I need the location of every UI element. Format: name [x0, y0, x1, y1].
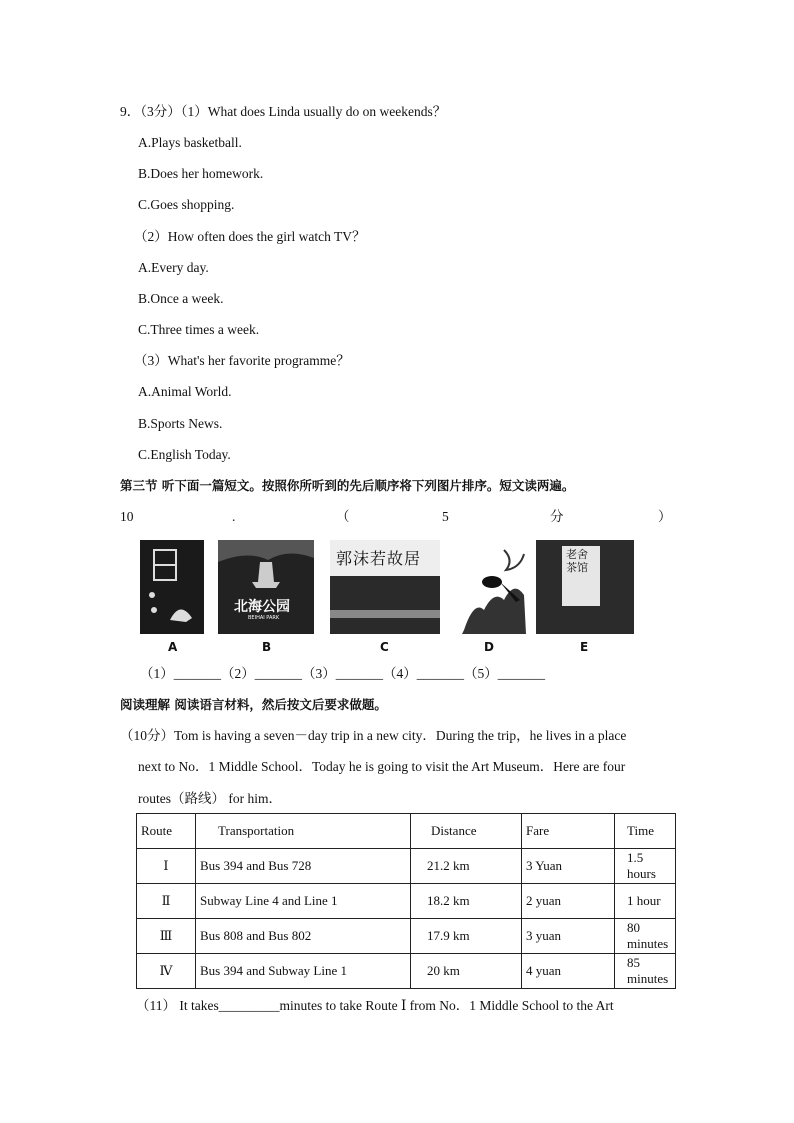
q9-2-option-a: A.Every day.	[138, 260, 209, 275]
picture-c-ledge	[330, 610, 440, 618]
q10-score: 5	[442, 509, 449, 524]
picture-c-caption: 郭沫若故居	[336, 549, 422, 568]
cell-route: Ⅰ	[137, 849, 196, 884]
q10-open-paren: （	[336, 509, 350, 524]
cell-fare: 3 yuan	[522, 919, 615, 954]
cell-time: 80 minutes	[615, 919, 676, 954]
q9-2-option-c: C.Three times a week.	[138, 322, 260, 337]
cell-route: Ⅲ	[137, 919, 196, 954]
cell-time: 85 minutes	[615, 954, 676, 989]
section3-instruction: 第三节 听下面一篇短文。按照你所听到的先后顺序将下列图片排序。短文读两遍。	[120, 478, 575, 493]
picture-label-b: B	[262, 640, 272, 654]
cell-transportation: Subway Line 4 and Line 1	[196, 884, 411, 919]
cell-transportation: Bus 394 and Bus 728	[196, 849, 411, 884]
cell-fare: 4 yuan	[522, 954, 615, 989]
q10-number: 10	[120, 509, 134, 524]
cell-distance: 21.2 km	[411, 849, 522, 884]
table-header-row	[137, 814, 676, 849]
header-transportation: Transportation	[196, 814, 411, 849]
header-route: Route	[137, 814, 196, 849]
q10-pictures	[140, 540, 640, 660]
table-row	[137, 954, 676, 989]
picture-c	[330, 540, 440, 634]
q10-answer-line: （1）_______（2）_______（3）_______（4）_______（5）_______	[140, 666, 545, 681]
header-distance: Distance	[411, 814, 522, 849]
table-row	[137, 884, 676, 919]
cell-distance: 20 km	[411, 954, 522, 989]
picture-label-e: E	[580, 640, 589, 654]
q9-2-question: （2）How often does the girl watch TV？	[134, 229, 366, 244]
q9-3-option-a: A.Animal World.	[138, 384, 232, 399]
reading-para-line-1: （10分）Tom is having a seven－day trip in a new city．During the trip，he lives in a place	[120, 728, 627, 743]
picture-e	[536, 540, 634, 634]
reading-para-line-2: next to No．1 Middle School．Today he is going to visit the Art Museum．Here are four	[138, 759, 626, 774]
picture-label-c: C	[380, 640, 389, 654]
picture-b-caption: 北海公园	[234, 599, 290, 615]
picture-label-a: A	[168, 640, 178, 654]
cell-distance: 18.2 km	[411, 884, 522, 919]
table-row	[137, 849, 676, 884]
picture-a	[140, 540, 204, 634]
reading-para-line-3: routes（路线） for him．	[138, 791, 282, 806]
q10-unit: 分	[550, 509, 564, 524]
cell-transportation: Bus 808 and Bus 802	[196, 919, 411, 954]
picture-d	[454, 540, 530, 634]
q11-text: （11） It takes_________minutes to take Route Ⅰ from No．1 Middle School to the Art	[136, 998, 614, 1013]
q9-header: 9．（3分）（1）What does Linda usually do on weekends？	[120, 104, 447, 119]
header-time: Time	[615, 814, 676, 849]
picture-d-art	[454, 540, 530, 634]
q10-close-paren: ）	[658, 509, 672, 524]
q9-1-option-a: A.Plays basketball.	[138, 135, 242, 150]
q9-1-option-c: C.Goes shopping.	[138, 197, 235, 212]
cell-fare: 3 Yuan	[522, 849, 615, 884]
picture-label-d: D	[484, 640, 494, 654]
q9-3-option-c: C.English Today.	[138, 447, 231, 462]
cell-route: Ⅳ	[137, 954, 196, 989]
picture-a-art	[140, 540, 204, 634]
picture-b-subcaption: BEIHAI PARK	[248, 615, 280, 621]
picture-b	[218, 540, 314, 634]
cell-distance: 17.9 km	[411, 919, 522, 954]
q9-3-question: （3）What's her favorite programme？	[134, 353, 350, 368]
cell-time: 1.5 hours	[615, 849, 676, 884]
picture-e-caption: 老舍茶馆	[566, 548, 588, 574]
q9-1-option-b: B.Does her homework.	[138, 166, 264, 181]
cell-fare: 2 yuan	[522, 884, 615, 919]
reading-instruction: 阅读理解 阅读语言材料，然后按文后要求做题。	[120, 697, 387, 712]
cell-transportation: Bus 394 and Subway Line 1	[196, 954, 411, 989]
cell-time: 1 hour	[615, 884, 676, 919]
header-fare: Fare	[522, 814, 615, 849]
table-row	[137, 919, 676, 954]
routes-table	[136, 813, 676, 989]
q9-2-option-b: B.Once a week.	[138, 291, 224, 306]
q10-dot: .	[232, 509, 236, 524]
cell-route: Ⅱ	[137, 884, 196, 919]
q9-3-option-b: B.Sports News.	[138, 416, 223, 431]
